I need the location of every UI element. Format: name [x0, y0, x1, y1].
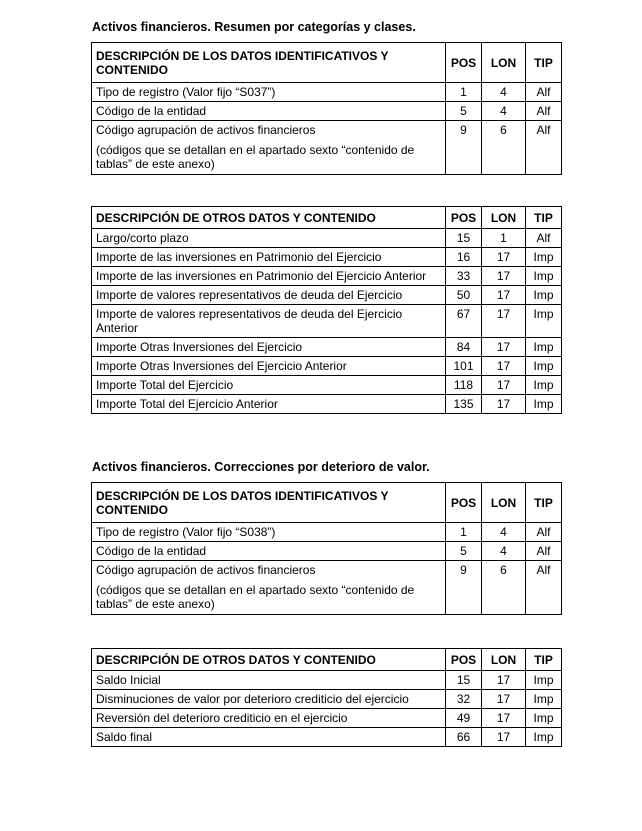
cell-lon: 1 [482, 229, 526, 248]
identification-table [91, 42, 562, 175]
table-row [92, 542, 562, 561]
description-note: (códigos que se detallan en el apartado sexto “contenido de tablas” de este anexo) [96, 143, 415, 171]
table-row [92, 728, 562, 747]
cell-tip: Alf [526, 102, 562, 121]
table-row [92, 561, 562, 615]
header-description: DESCRIPCIÓN DE LOS DATOS IDENTIFICATIVOS Y CONTENIDO [92, 483, 446, 523]
table-row [92, 709, 562, 728]
cell-description [92, 561, 446, 615]
cell-lon: 4 [482, 83, 526, 102]
header-pos: POS [446, 207, 482, 229]
header-tip: TIP [526, 483, 562, 523]
cell-tip: Alf [526, 561, 562, 615]
cell-lon: 17 [482, 338, 526, 357]
cell-lon: 6 [482, 561, 526, 615]
header-pos: POS [446, 649, 482, 671]
cell-tip: Alf [526, 229, 562, 248]
cell-pos: 118 [446, 376, 482, 395]
section-title: Activos financieros. Resumen por categorías y clases. [92, 20, 416, 34]
header-lon: LON [482, 649, 526, 671]
cell-description: Importe Otras Inversiones del Ejercicio Anterior [92, 357, 446, 376]
cell-description: Importe de las inversiones en Patrimonio del Ejercicio [92, 248, 446, 267]
cell-description: Importe de las inversiones en Patrimonio del Ejercicio Anterior [92, 267, 446, 286]
table-row [92, 690, 562, 709]
header-tip: TIP [526, 207, 562, 229]
cell-tip: Imp [526, 248, 562, 267]
cell-pos: 33 [446, 267, 482, 286]
header-lon: LON [482, 43, 526, 83]
cell-pos: 9 [446, 561, 482, 615]
table-row [92, 357, 562, 376]
table-row [92, 305, 562, 338]
table-row [92, 395, 562, 414]
cell-lon: 17 [482, 376, 526, 395]
table-row [92, 376, 562, 395]
cell-lon: 17 [482, 286, 526, 305]
cell-lon: 17 [482, 671, 526, 690]
table-row [92, 229, 562, 248]
cell-description: Saldo final [92, 728, 446, 747]
cell-tip: Imp [526, 690, 562, 709]
cell-tip: Alf [526, 523, 562, 542]
cell-pos: 16 [446, 248, 482, 267]
cell-pos: 1 [446, 523, 482, 542]
cell-pos: 101 [446, 357, 482, 376]
cell-tip: Imp [526, 267, 562, 286]
other-data-table [91, 206, 562, 414]
cell-lon: 17 [482, 690, 526, 709]
description-note: (códigos que se detallan en el apartado sexto “contenido de tablas” de este anexo) [96, 583, 415, 611]
cell-lon: 17 [482, 357, 526, 376]
cell-description: Importe de valores representativos de deuda del Ejercicio Anterior [92, 305, 446, 338]
cell-tip: Imp [526, 728, 562, 747]
cell-pos: 50 [446, 286, 482, 305]
identification-table [91, 482, 562, 615]
table-row [92, 102, 562, 121]
cell-tip: Imp [526, 709, 562, 728]
table-row [92, 523, 562, 542]
cell-pos: 5 [446, 542, 482, 561]
cell-pos: 84 [446, 338, 482, 357]
cell-lon: 4 [482, 523, 526, 542]
cell-pos: 66 [446, 728, 482, 747]
cell-tip: Imp [526, 305, 562, 338]
header-description: DESCRIPCIÓN DE OTROS DATOS Y CONTENIDO [92, 649, 446, 671]
cell-lon: 4 [482, 102, 526, 121]
header-lon: LON [482, 207, 526, 229]
cell-tip: Imp [526, 671, 562, 690]
cell-tip: Alf [526, 542, 562, 561]
cell-lon: 17 [482, 248, 526, 267]
cell-description [92, 121, 446, 175]
cell-pos: 15 [446, 229, 482, 248]
cell-tip: Imp [526, 286, 562, 305]
header-pos: POS [446, 483, 482, 523]
header-tip: TIP [526, 43, 562, 83]
table-row [92, 671, 562, 690]
cell-pos: 135 [446, 395, 482, 414]
table-row [92, 338, 562, 357]
cell-description: Código de la entidad [92, 542, 446, 561]
cell-lon: 6 [482, 121, 526, 175]
cell-pos: 5 [446, 102, 482, 121]
cell-tip: Imp [526, 395, 562, 414]
cell-pos: 32 [446, 690, 482, 709]
cell-description: Tipo de registro (Valor fijo “S038”) [92, 523, 446, 542]
table-row [92, 267, 562, 286]
cell-pos: 67 [446, 305, 482, 338]
cell-pos: 49 [446, 709, 482, 728]
cell-pos: 9 [446, 121, 482, 175]
cell-lon: 17 [482, 395, 526, 414]
table-row [92, 121, 562, 175]
cell-lon: 17 [482, 709, 526, 728]
header-description: DESCRIPCIÓN DE OTROS DATOS Y CONTENIDO [92, 207, 446, 229]
cell-lon: 17 [482, 305, 526, 338]
cell-description: Saldo Inicial [92, 671, 446, 690]
cell-description: Código de la entidad [92, 102, 446, 121]
cell-tip: Imp [526, 357, 562, 376]
header-tip: TIP [526, 649, 562, 671]
cell-description: Disminuciones de valor por deterioro crediticio del ejercicio [92, 690, 446, 709]
cell-tip: Imp [526, 376, 562, 395]
description-text: Código agrupación de activos financieros [96, 123, 316, 137]
cell-description: Reversión del deterioro crediticio en el ejercicio [92, 709, 446, 728]
cell-lon: 4 [482, 542, 526, 561]
header-description: DESCRIPCIÓN DE LOS DATOS IDENTIFICATIVOS Y CONTENIDO [92, 43, 446, 83]
cell-description: Importe Otras Inversiones del Ejercicio [92, 338, 446, 357]
cell-tip: Alf [526, 83, 562, 102]
table-row [92, 286, 562, 305]
section-title: Activos financieros. Correcciones por deterioro de valor. [92, 460, 430, 474]
cell-description: Tipo de registro (Valor fijo “S037”) [92, 83, 446, 102]
cell-pos: 15 [446, 671, 482, 690]
cell-description: Largo/corto plazo [92, 229, 446, 248]
description-text: Código agrupación de activos financieros [96, 563, 316, 577]
cell-tip: Imp [526, 338, 562, 357]
header-lon: LON [482, 483, 526, 523]
other-data-table [91, 648, 562, 747]
table-row [92, 248, 562, 267]
cell-lon: 17 [482, 728, 526, 747]
cell-description: Importe Total del Ejercicio Anterior [92, 395, 446, 414]
cell-tip: Alf [526, 121, 562, 175]
cell-pos: 1 [446, 83, 482, 102]
cell-description: Importe de valores representativos de deuda del Ejercicio [92, 286, 446, 305]
table-row [92, 83, 562, 102]
header-pos: POS [446, 43, 482, 83]
cell-description: Importe Total del Ejercicio [92, 376, 446, 395]
cell-lon: 17 [482, 267, 526, 286]
